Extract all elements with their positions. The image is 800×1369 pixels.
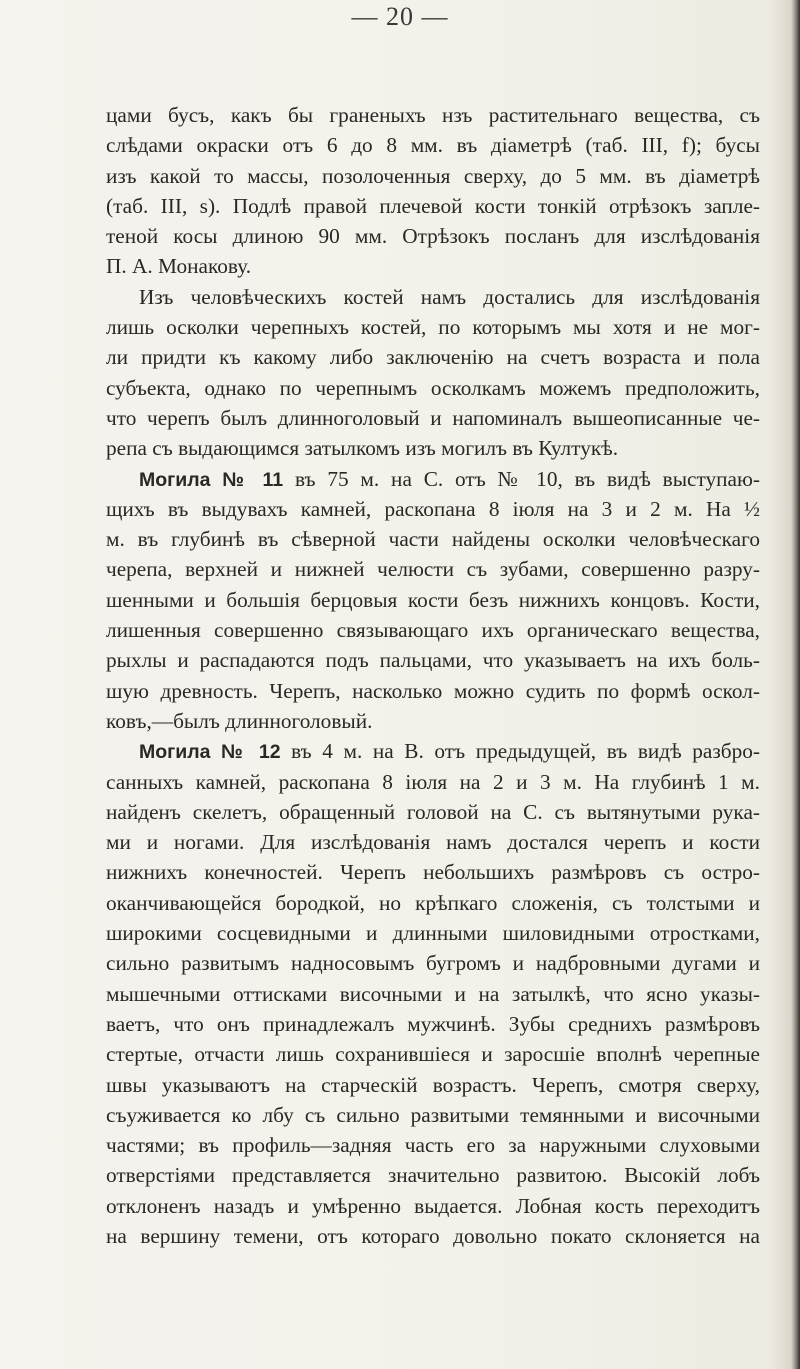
grave-entry-line [106,464,760,494]
line-text: что черепъ былъ длинноголовый и напоминалъ вышеописанные че- [106,405,760,430]
line-text: въ 75 м. на С. отъ № 10, въ видѣ выступаю- [283,466,760,491]
line-text: теной косы длиною 90 мм. Отрѣзокъ посланъ для изслѣдованія [106,224,760,249]
line-text: оканчивающейся бородкой, но крѣпкаго сложенія, съ толстыми и [106,890,760,915]
text-line [106,797,760,827]
line-text: щихъ въ выдувахъ камней, раскопана 8 іюля на 3 и 2 м. На ½ [106,496,760,521]
text-line [106,706,760,736]
line-text: въ 4 м. на В. отъ предыдущей, въ видѣ разбро- [280,739,760,764]
line-text: черепа, верхней и нижней челюсти съ зубами, совершенно разру- [106,557,760,582]
text-line [106,1130,760,1160]
page-edge-shadow [791,0,800,1369]
text-line [106,615,760,645]
grave-entry-line [106,736,760,766]
text-line [106,221,760,251]
text-line [106,251,760,281]
grave-heading: Могила № 11 [139,468,284,491]
line-text: слѣдами окраски отъ 6 до 8 мм. въ діаметрѣ (таб. III, f); бусы [106,133,760,158]
text-line [106,1160,760,1190]
text-line [106,1070,760,1100]
line-text: репа съ выдающимся затылкомъ изъ могилъ въ Култукѣ. [106,436,619,461]
line-text: частями; въ профиль—задняя часть его за наружными слуховыми [106,1133,760,1158]
line-text: м. въ глубинѣ въ сѣверной части найдены осколки человѣческаго [106,527,760,552]
line-text: шую древность. Черепъ, насколько можно судить по формѣ оскол- [106,678,760,703]
line-text: ли придти къ какому либо заключенію на счетъ возраста и пола [106,345,760,370]
text-line [106,888,760,918]
text-line [106,857,760,887]
line-text: найденъ скелетъ, обращенный головой на С. съ вытянутыми рука- [106,799,760,824]
text-line [106,1191,760,1221]
text-line [106,312,760,342]
text-line [106,282,760,312]
text-line [106,948,760,978]
text-line [106,1039,760,1069]
line-text: субъекта, однако по черепнымъ осколкамъ можемъ предположить, [106,375,760,400]
line-text: рыхлы и распадаются подъ пальцами, что указываетъ на ихъ боль- [106,648,760,673]
text-line [106,494,760,524]
line-text: (таб. III, s). Подлѣ правой плечевой кости тонкій отрѣзокъ запле- [106,193,760,218]
line-text: сильно развитымъ надносовымъ бугромъ и надбровными дугами и [106,951,760,976]
line-text: П. А. Монакову. [106,254,252,279]
text-line [106,767,760,797]
text-line [106,403,760,433]
text-line [106,373,760,403]
text-line [106,433,760,463]
line-text: санныхъ камней, раскопана 8 іюля на 2 и 3 м. На глубинѣ 1 м. [106,769,760,794]
text-line [106,191,760,221]
line-text: ковъ,—былъ длинноголовый. [106,708,373,733]
line-text: отклоненъ назадъ и умѣренно выдается. Лобная кость переходитъ [106,1193,760,1218]
line-text: шенными и большія берцовыя кости безъ нижнихъ концовъ. Кости, [106,587,760,612]
text-line [106,342,760,372]
text-line [106,130,760,160]
line-text: съуживается ко лбу съ сильно развитыми темянными и височными [106,1102,760,1127]
line-text: нижнихъ конечностей. Черепъ небольшихъ размѣровъ съ остро- [106,860,760,885]
grave-heading: Могила № 12 [139,741,281,764]
text-line [106,979,760,1009]
text-line [106,1009,760,1039]
text-line [106,645,760,675]
text-line [106,585,760,615]
body-text [106,100,760,1251]
line-text: Изъ человѣческихъ костей намъ достались для изслѣдованія [139,284,760,309]
line-text: на вершину темени, отъ котораго довольно покато склоняется на [106,1223,760,1248]
line-text: лишенныя совершенно связывающаго ихъ органическаго вещества, [106,618,760,643]
line-text: широкими сосцевидными и длинными шиловидными отростками, [106,921,760,946]
text-line [106,524,760,554]
text-line [106,676,760,706]
line-text: изъ какой то массы, позолоченныя сверху, до 5 мм. въ діаметрѣ [106,163,760,188]
page-number: — 20 — [351,2,449,31]
line-text: лишь осколки черепныхъ костей, по которымъ мы хотя и не мог- [106,315,760,340]
line-text: швы указываютъ на старческій возрастъ. Черепъ, смотря сверху, [106,1072,760,1097]
text-line [106,554,760,584]
line-text: ми и ногами. Для изслѣдованія намъ достался черепъ и кости [106,830,760,855]
text-line [106,1221,760,1251]
line-text: мышечными оттисками височными и на затылкѣ, что ясно указы- [106,981,760,1006]
text-line [106,100,760,130]
line-text: отверстіями представляется значительно развитою. Высокій лобъ [106,1163,760,1188]
text-line [106,1100,760,1130]
line-text: стертые, отчасти лишь сохранившіеся и заросшіе вполнѣ черепные [106,1042,760,1067]
text-line [106,827,760,857]
text-line [106,161,760,191]
line-text: цами бусъ, какъ бы граненыхъ нзъ растительнаго вещества, съ [106,103,760,127]
line-text: ваетъ, что онъ принадлежалъ мужчинѣ. Зубы среднихъ размѣровъ [106,1011,760,1036]
text-line [106,918,760,948]
